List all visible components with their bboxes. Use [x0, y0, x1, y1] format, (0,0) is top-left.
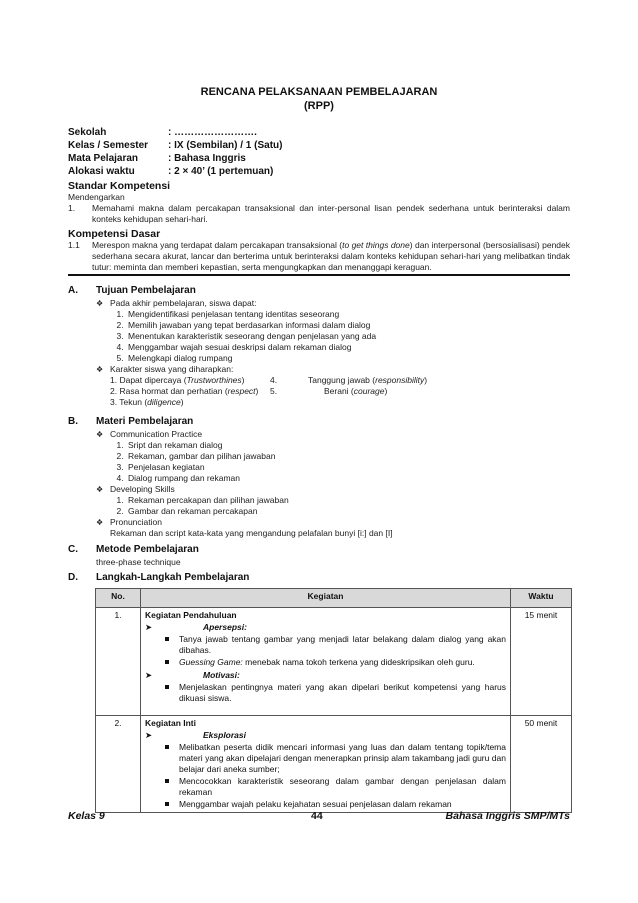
pronunciation-text: Rekaman dan script kata-kata yang mengandung pelafalan bunyi [i:] dan [I] [110, 528, 393, 538]
header-waktu: Waktu [511, 589, 572, 608]
group-label: Eksplorasi [203, 730, 246, 740]
info-label: Mata Pelajaran [68, 153, 139, 164]
item-text: menebak nama tokoh terkena yang dideskripsikan oleh guru. [242, 657, 475, 667]
developing-skills-list [110, 495, 566, 517]
section-b-letter: B. [68, 416, 78, 427]
list-item: 2. Memilih jawaban yang tepat berdasarkan informasi dalam dialog [126, 320, 566, 331]
row-title: Kegiatan Inti [145, 718, 197, 728]
row-activities [141, 608, 511, 716]
footer-subject: Bahasa Inggris SMP/MTs [445, 810, 570, 822]
info-row [68, 139, 282, 152]
info-label: Alokasi waktu [68, 166, 135, 177]
karakter-left: 3. Tekun ( [110, 397, 148, 407]
section-b-body [96, 429, 566, 539]
list-item: ❖ Pada akhir pembelajaran, siswa dapat: [96, 298, 566, 309]
list-item: Tanya jawab tentang gambar yang menjadi latar belakang dalam dialog yang akan dibahas. [157, 634, 506, 656]
list-item: 4. Dialog rumpang dan rekaman [126, 473, 566, 484]
row-duration: 15 menit [511, 608, 572, 716]
sk-number: 1. [68, 203, 76, 213]
header-kegiatan: Kegiatan [141, 589, 511, 608]
section-d-letter: D. [68, 572, 78, 583]
steps-table [95, 588, 572, 813]
section-c-text: three-phase technique [96, 557, 181, 567]
list-item: 4. Menggambar wajah sesuai deskripsi dalam rekaman dialog [126, 342, 566, 353]
info-row [68, 126, 282, 139]
section-b-title: Materi Pembelajaran [96, 416, 194, 427]
section-c-letter: C. [68, 544, 78, 555]
footer-class: Kelas 9 [68, 810, 105, 822]
row-number: 1. [96, 608, 141, 716]
karakter-right-number: 4. [270, 375, 278, 385]
list-item: Menggambar wajah pelaku kejahatan sesuai penjelasan dalam rekaman [157, 799, 506, 810]
kd-text-a: Merespon makna yang terdapat dalam percakapan transaksional ( [92, 240, 343, 250]
arrow-icon: ➤ [145, 730, 153, 740]
list-item [110, 375, 566, 386]
activity-group [145, 622, 506, 633]
info-row [68, 152, 282, 165]
info-value: : 2 × 40’ (1 pertemuan) [168, 166, 274, 177]
karakter-left-end: ) [255, 386, 259, 396]
kd-number: 1.1 [68, 240, 80, 250]
info-label: Sekolah [68, 127, 107, 138]
list-item: 1. Sript dan rekaman dialog [126, 440, 566, 451]
list-item: 3. Penjelasan kegiatan [126, 462, 566, 473]
karakter-right-em: responsibility [375, 375, 425, 385]
row-number: 2. [96, 716, 141, 813]
objectives-list [110, 309, 566, 364]
karakter-right: Tanggung jawab ( [308, 375, 376, 385]
section-a-title: Tujuan Pembelajaran [96, 285, 196, 296]
sk-sub: Mendengarkan [68, 192, 125, 202]
page-number: 44 [311, 810, 323, 822]
sk-heading: Standar Kompetensi [68, 180, 171, 192]
section-a-letter: A. [68, 285, 78, 296]
list-item: ❖ Pronunciation [96, 517, 566, 528]
section-d-title: Langkah-Langkah Pembelajaran [96, 572, 250, 583]
list-item [157, 657, 506, 668]
table-header-row [96, 589, 572, 608]
karakter-left-em: Trustworthines [186, 375, 242, 385]
info-value: : IX (Sembilan) / 1 (Satu) [168, 140, 283, 151]
karakter-right-end: ) [384, 386, 388, 396]
list-item: ❖ Karakter siswa yang diharapkan: [96, 364, 566, 375]
karakter-right-end: ) [424, 375, 428, 385]
list-item: 1. Mengidentifikasi penjelasan tentang identitas seseorang [126, 309, 566, 320]
info-value: : Bahasa Inggris [168, 153, 246, 164]
karakter-right-number: 5. [270, 386, 278, 396]
arrow-icon: ➤ [145, 622, 153, 632]
document-title: RENCANA PELAKSANAAN PEMBELAJARAN [200, 86, 438, 98]
document-subtitle: (RPP) [304, 100, 334, 112]
karakter-right-em: courage [353, 386, 385, 396]
section-a-body [96, 298, 566, 408]
row-duration: 50 menit [511, 716, 572, 813]
kd-text [92, 240, 570, 273]
kd-block [68, 240, 570, 273]
info-row [68, 165, 282, 178]
row-title: Kegiatan Pendahuluan [145, 610, 237, 620]
section-c-title: Metode Pembelajaran [96, 544, 199, 555]
arrow-icon: ➤ [145, 670, 153, 680]
identity-block [68, 126, 282, 178]
list-item: 2. Gambar dan rekaman percakapan [126, 506, 566, 517]
sk-block [68, 192, 570, 225]
list-item: Menjelaskan pentingnya materi yang akan dipelari berikut kompetensi yang harus dikuasi siswa. [157, 682, 506, 704]
karakter-left: 2. Rasa hormat dan perhatian ( [110, 386, 228, 396]
karakter-right: Berani ( [324, 386, 354, 396]
kd-text-em: to get things done [342, 240, 410, 250]
kd-heading: Kompetensi Dasar [68, 228, 161, 240]
divider-line [68, 274, 570, 276]
list-item: 2. Rekaman, gambar dan pilihan jawaban [126, 451, 566, 462]
list-item: Mencocokkan karakteristik seseorang dalam gambar dengan penjelasan dalam rekaman [157, 776, 506, 798]
info-value: : ……………………. [168, 127, 257, 138]
info-label: Kelas / Semester [68, 140, 149, 151]
header-no: No. [96, 589, 141, 608]
row-activities [141, 716, 511, 813]
list-item: 1. Rekaman percakapan dan pilihan jawaban [126, 495, 566, 506]
item-em: Guessing Game: [179, 657, 243, 667]
communication-practice-list [110, 440, 566, 484]
group-label: Apersepsi: [203, 622, 247, 632]
table-row [96, 608, 572, 716]
list-item: 5. Melengkapi dialog rumpang [126, 353, 566, 364]
karakter-left-em: diligence [147, 397, 181, 407]
karakter-left-em: respect [227, 386, 256, 396]
karakter-left: 1. Dapat dipercaya ( [110, 375, 187, 385]
list-item: 3. Menentukan karakteristik seseorang dengan penjelasan yang ada [126, 331, 566, 342]
activity-group [145, 670, 506, 681]
karakter-left-end: ) [180, 397, 184, 407]
kd-text-b: ) dan interpersonal (bersosialisasi) pendek sederhana secara akurat, lancar dan berterima untuk berinteraksi dalam konteks kehidupan sehari-hari yang melibatkan tindak tutur: meminta dan memberi kepastian, serta mengungkapkan dan menanggapi keraguan. [92, 240, 570, 272]
karakter-left-end: ) [241, 375, 245, 385]
list-item [110, 397, 566, 408]
list-item: ❖ Communication Practice [96, 429, 566, 440]
list-item: Melibatkan peserta didik mencari informasi yang luas dan dalam tentang topik/tema materi yang akan dipelajari dengan menerapkan prinsip alam takambang jadi guru dan belajar dari aneka sumber; [157, 742, 506, 775]
group-label: Motivasi: [203, 670, 240, 680]
list-item [110, 386, 566, 397]
activity-group [145, 730, 506, 741]
table-row [96, 716, 572, 813]
list-item: ❖ Developing Skills [96, 484, 566, 495]
character-list [96, 375, 566, 408]
sk-text: Memahami makna dalam percakapan transaksional dan inter-personal lisan pendek sederhana untuk berinteraksi dalam konteks kehidupan sehari-hari. [92, 203, 570, 224]
